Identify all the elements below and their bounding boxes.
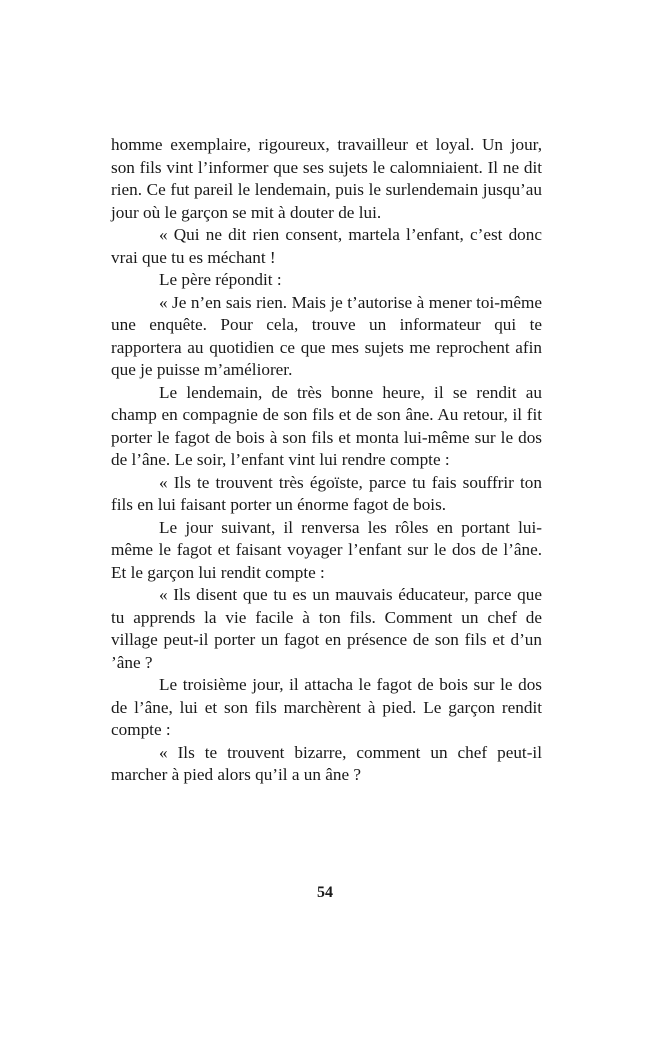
page-body: [111, 134, 542, 787]
paragraph-second-day: Le jour suivant, il renversa les rôles en portant lui-même le fagot et faisant voyager l’enfant sur le dos de l’âne. Et le garçon lui rendit compte :: [111, 517, 542, 582]
paragraph-father-replies: Le père répondit :: [159, 270, 282, 289]
paragraph-first-day: Le lendemain, de très bonne heure, il se rendit au champ en compagnie de son fils et de son âne. Au retour, il fit porter le fagot de bois à son fils et monta lui-même sur le dos de l’âne. Le soir, l’enfant vint lui rendre compte :: [111, 382, 542, 469]
paragraph-father-speech: « Je n’en sais rien. Mais je t’autorise à mener toi-même une enquête. Pour cela, trouve un informateur qui te rapportera au quotidien ce que mes sujets me reprochent afin que je puisse m’améliorer.: [111, 292, 542, 379]
paragraph-third-day: Le troisième jour, il attacha le fagot de bois sur le dos de l’âne, lui et son fils marchèrent à pied. Le garçon rendit compte :: [111, 675, 542, 739]
paragraph-third-report: « Ils te trouvent bizarre, comment un chef peut-il marcher à pied alors qu’il a un âne ?: [111, 742, 542, 784]
paragraph-second-report: « Ils disent que tu es un mauvais éducateur, parce que tu apprends la vie facile à ton fils. Comment un chef de village peut-il porter un fagot en présence de son fils et d’un ’âne ?: [111, 585, 542, 672]
paragraph-child-accusation: « Qui ne dit rien consent, martela l’enfant, c’est donc vrai que tu es méchant !: [111, 225, 542, 267]
paragraph-continuation: homme exemplaire, rigoureux, travailleur et loyal. Un jour, son fils vint l’informer que ses sujets le calomniaient. Il ne dit rien. Ce fut pareil le lendemain, puis le surlendemain jusqu’au jour où le garçon se mit à douter de lui.: [111, 135, 542, 222]
paragraph-first-report: « Ils te trouvent très égoïste, parce tu fais souffrir ton fils en lui faisant porter un énorme fagot de bois.: [111, 472, 542, 514]
page-number: 54: [317, 884, 333, 901]
